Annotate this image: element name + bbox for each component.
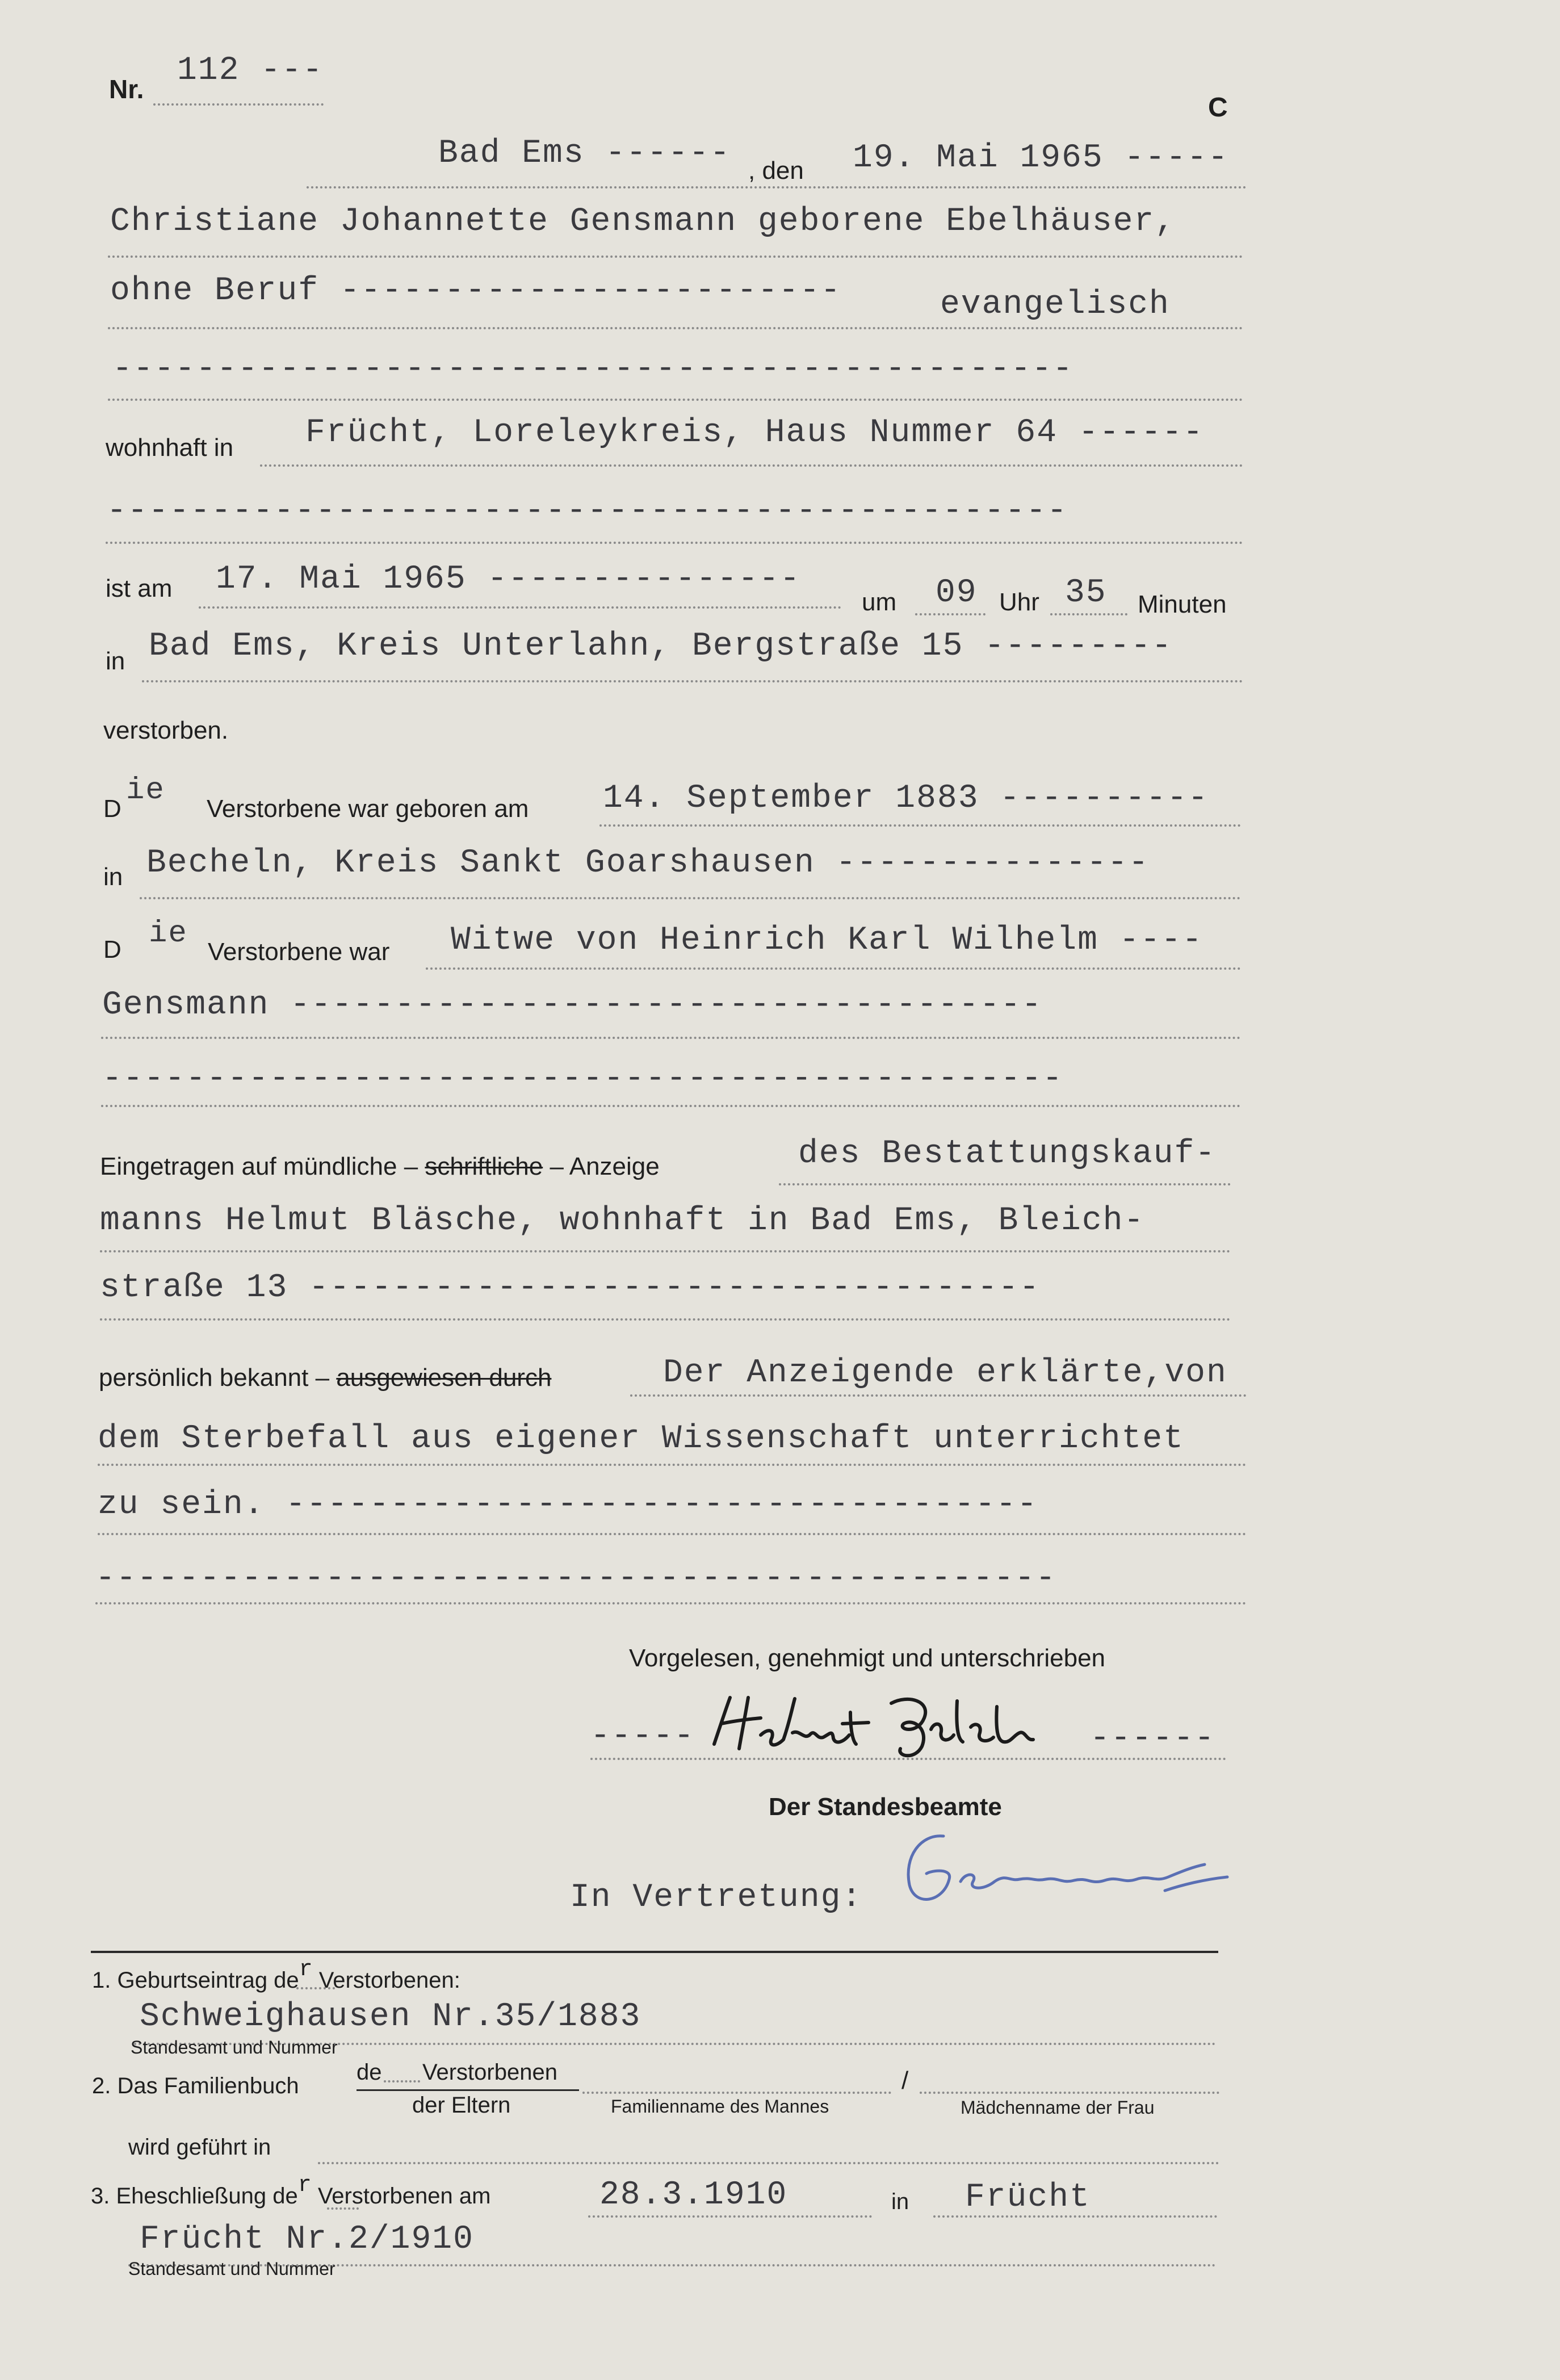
report-dotline-2: [100, 1250, 1231, 1252]
den-label: , den: [748, 157, 804, 185]
marriage-date-line: [588, 2215, 872, 2218]
marital-line-3: ----------------------------------------------: [102, 1061, 1064, 1097]
minute-line: [1050, 613, 1127, 615]
report-line-1: des Bestattungskauf-: [798, 1135, 1217, 1172]
nr-underline: [153, 103, 324, 106]
record-number: 112 ---: [177, 52, 324, 89]
identity-dotline-2: [98, 1464, 1247, 1466]
signature-line: [590, 1758, 1226, 1760]
blank-dotline-1: [108, 399, 1243, 401]
struck-schriftliche: schriftliche: [425, 1153, 543, 1180]
name-line: [108, 255, 1243, 258]
vorgelesen-text: Vorgelesen, genehmigt und unterschrieben: [629, 1644, 1106, 1672]
registry-date: 19. Mai 1965 -----: [853, 140, 1229, 177]
identity-line-2: dem Sterbefall aus eigener Wissenschaft unterrichtet: [98, 1421, 1184, 1457]
marriage-date: 28.3.1910: [599, 2177, 788, 2214]
informant-signature-image: [704, 1690, 1067, 1763]
item2-slash: /: [901, 2067, 909, 2094]
struck-ausgewiesen: ausgewiesen durch: [336, 1364, 552, 1392]
hour-line: [915, 613, 986, 615]
caption-wife: Mädchenname der Frau: [961, 2097, 1155, 2118]
death-minute: 35: [1065, 575, 1107, 611]
marital-status: Witwe von Heinrich Karl Wilhelm ----: [451, 922, 1203, 959]
vertretung-label: In Vertretung:: [570, 1879, 863, 1916]
footer-item-3-label: 3. Eheschließung der Verstorbenen am: [91, 2173, 491, 2209]
standesbeamte-label: Der Standesbeamte: [769, 1793, 1002, 1821]
identity-line-3: zu sein. ------------------------------------: [98, 1486, 1038, 1523]
uhr-label: Uhr: [999, 588, 1039, 616]
deceased-name: Christiane Johannette Gensmann geborene Ebelhäuser,: [110, 203, 1176, 240]
birth-place-line: [140, 897, 1241, 899]
geboren-label: Verstorbene war geboren am: [207, 795, 529, 823]
signature-dash-left: -----: [590, 1718, 695, 1755]
death-in-label: in: [106, 647, 125, 675]
birth-date-line: [599, 824, 1241, 827]
eingetragen-label: Eingetragen auf mündliche – schriftliche – Anzeige: [100, 1153, 660, 1180]
marital-d-label: D: [103, 936, 121, 963]
report-line-2: manns Helmut Bläsche, wohnhaft in Bad Ems, Bleich-: [100, 1202, 1145, 1239]
report-dotline-3: [100, 1318, 1231, 1321]
identity-dotline-4: [95, 1602, 1247, 1604]
footer-divider: [91, 1951, 1218, 1953]
marital-line-2: Gensmann ------------------------------------: [102, 987, 1043, 1024]
registry-place: Bad Ems ------: [438, 135, 731, 172]
blank-line-1: ----------------------------------------------: [112, 351, 1074, 388]
occupation-line: [108, 327, 1243, 329]
bekannt-label: persönlich bekannt – ausgewiesen durch: [99, 1364, 552, 1392]
wohnhaft-label: wohnhaft in: [106, 434, 234, 462]
report-line-3: straße 13 -----------------------------------: [100, 1269, 1041, 1306]
standesamt-caption-1: Standesamt und Nummer: [131, 2037, 338, 2058]
death-place: Bad Ems, Kreis Unterlahn, Bergstraße 15 ---------: [149, 628, 1173, 665]
wird-gefuehrt-label: wird geführt in: [128, 2135, 271, 2160]
marriage-place-line: [933, 2215, 1217, 2218]
death-hour: 09: [936, 575, 978, 611]
residence-line: [260, 464, 1243, 467]
identity-dotline-1: [630, 1394, 1247, 1397]
birth-in-label: in: [103, 863, 123, 891]
residence-dotline-2: [106, 542, 1243, 544]
occupation: ohne Beruf ------------------------: [110, 273, 842, 309]
item2-eltern: der Eltern: [412, 2093, 511, 2118]
nr-label: Nr.: [109, 74, 144, 104]
marital-dotline-2: [101, 1037, 1241, 1039]
item1-de-dotline: [296, 1987, 335, 1989]
date-line: [307, 186, 1247, 188]
birth-date: 14. September 1883 ----------: [603, 780, 1209, 817]
birth-d-suffix: ie: [126, 773, 165, 808]
marriage-place: Frücht: [965, 2179, 1091, 2216]
footer-item-2-label: 2. Das Familienbuch: [92, 2073, 299, 2098]
death-date-line: [199, 606, 841, 609]
identity-line-1: Der Anzeigende erklärte,von: [663, 1355, 1227, 1392]
identity-dotline-3: [98, 1533, 1247, 1535]
residence: Frücht, Loreleykreis, Haus Nummer 64 ------: [305, 414, 1204, 451]
death-place-line: [142, 680, 1243, 682]
identity-line-4: ----------------------------------------------: [95, 1560, 1057, 1597]
ist-am-label: ist am: [106, 575, 173, 602]
form-corner-letter: C: [1208, 93, 1228, 123]
footer-item-1-label: 1. Geburtseintrag der Verstorbenen:: [92, 1957, 460, 1993]
marriage-register-entry: Frücht Nr.2/1910: [140, 2221, 474, 2258]
item2-fraction-line: [357, 2089, 579, 2091]
verstorben-label: verstorben.: [103, 716, 229, 744]
report-dotline-1: [779, 1183, 1231, 1185]
birth-place: Becheln, Kreis Sankt Goarshausen ---------------: [146, 845, 1150, 882]
marital-line: [426, 967, 1241, 970]
um-label: um: [862, 588, 897, 616]
signature-dash-right: ------: [1090, 1720, 1215, 1757]
wife-name-line: [920, 2092, 1219, 2094]
caption-husband: Familienname des Mannes: [611, 2096, 829, 2117]
husband-name-line: [582, 2092, 891, 2094]
item2-de: de: [357, 2060, 382, 2085]
marital-d-suffix: ie: [149, 916, 188, 951]
item3-in: in: [891, 2189, 909, 2214]
wird-gefuehrt-line: [318, 2162, 1219, 2164]
item2-verstorbenen: Verstorbenen: [422, 2060, 557, 2085]
residence-line-2: ----------------------------------------------: [107, 493, 1068, 530]
item2-de-dotline: [384, 2080, 420, 2082]
death-date: 17. Mai 1965 ---------------: [216, 561, 801, 598]
birth-register-entry: Schweighausen Nr.35/1883: [140, 1998, 641, 2035]
birth-d-label: D: [103, 795, 121, 823]
minuten-label: Minuten: [1138, 590, 1227, 618]
item3-de-dotline: [327, 2207, 359, 2210]
war-label: Verstorbene war: [208, 938, 390, 966]
marital-dotline-3: [101, 1105, 1241, 1107]
religion: evangelisch: [940, 286, 1170, 323]
registrar-signature-image: [898, 1822, 1239, 1913]
standesamt-caption-3: Standesamt und Nummer: [128, 2259, 336, 2279]
